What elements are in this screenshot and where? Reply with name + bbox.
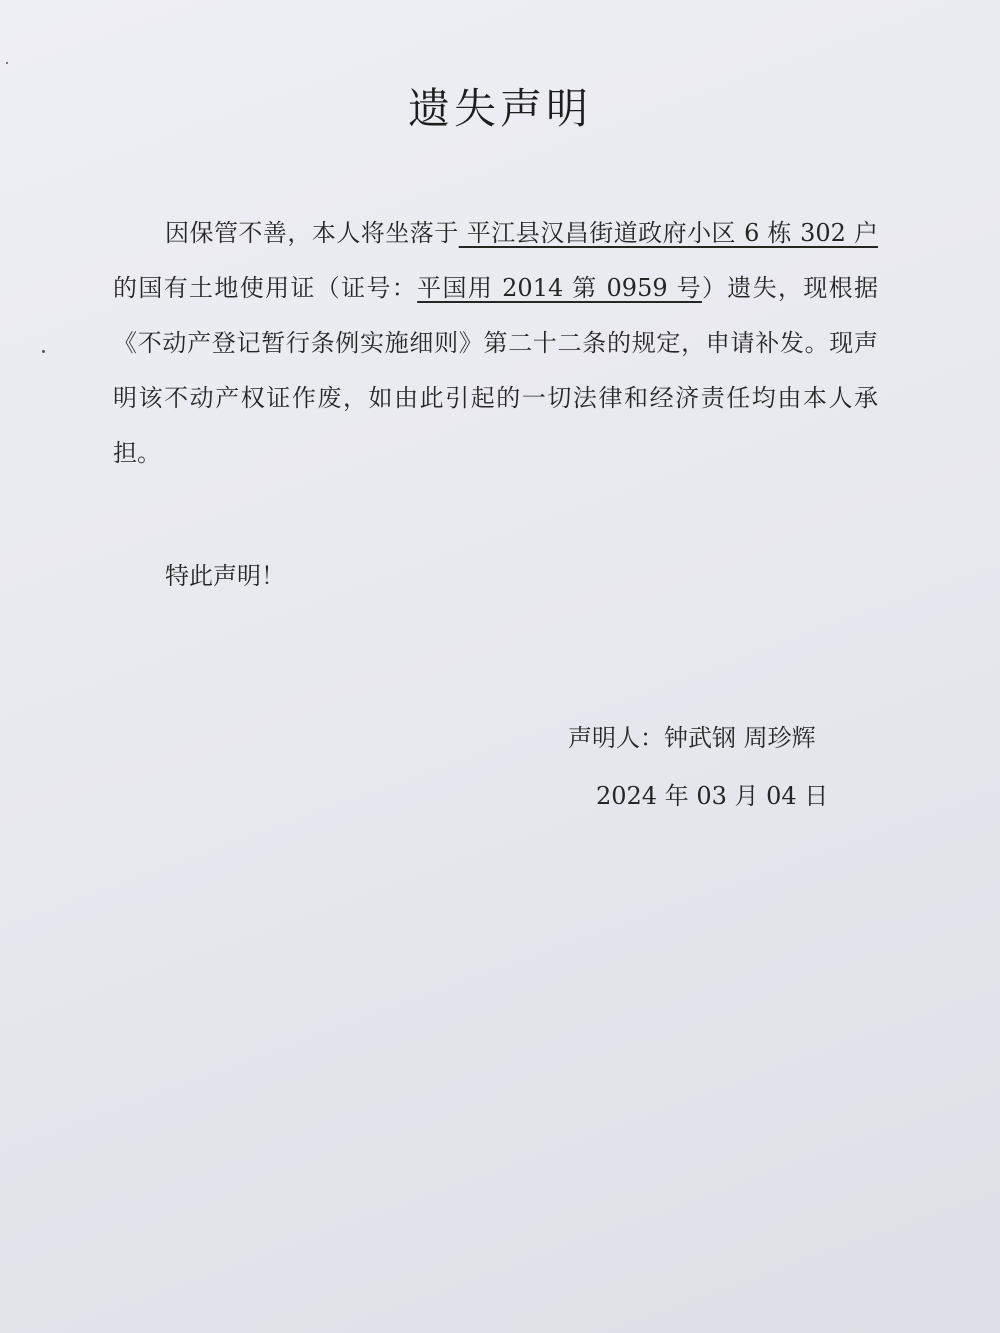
body-part-3: ）遗失，现根据《不动产登记暂行条例实施细则》第二十二条的规定，申请补发。现声明该不动产权证作废，如由此引起的一切法律和经济责任均由本人承担。	[113, 274, 879, 467]
signature-label: 声明人：	[568, 724, 664, 752]
certificate-number: 平国用 2014 第 0959 号	[417, 274, 702, 302]
declaration-date: 2024 年 03 月 04 日	[596, 782, 829, 810]
body-part-2: 的国有土地使用证（证号：	[113, 274, 418, 302]
document-title: 遗失声明	[407, 84, 592, 133]
signatory-names: 钟武钢 周珍辉	[664, 724, 816, 752]
paper-speck	[6, 62, 8, 64]
signature-line	[568, 718, 816, 753]
paper-speck	[42, 350, 45, 353]
document-body	[113, 206, 878, 481]
body-part-1: 因保管不善，本人将坐落于	[165, 219, 459, 247]
closing-statement: 特此声明！	[165, 562, 285, 590]
property-address: 平江县汉昌街道政府小区 6 栋 302 户	[458, 219, 878, 247]
